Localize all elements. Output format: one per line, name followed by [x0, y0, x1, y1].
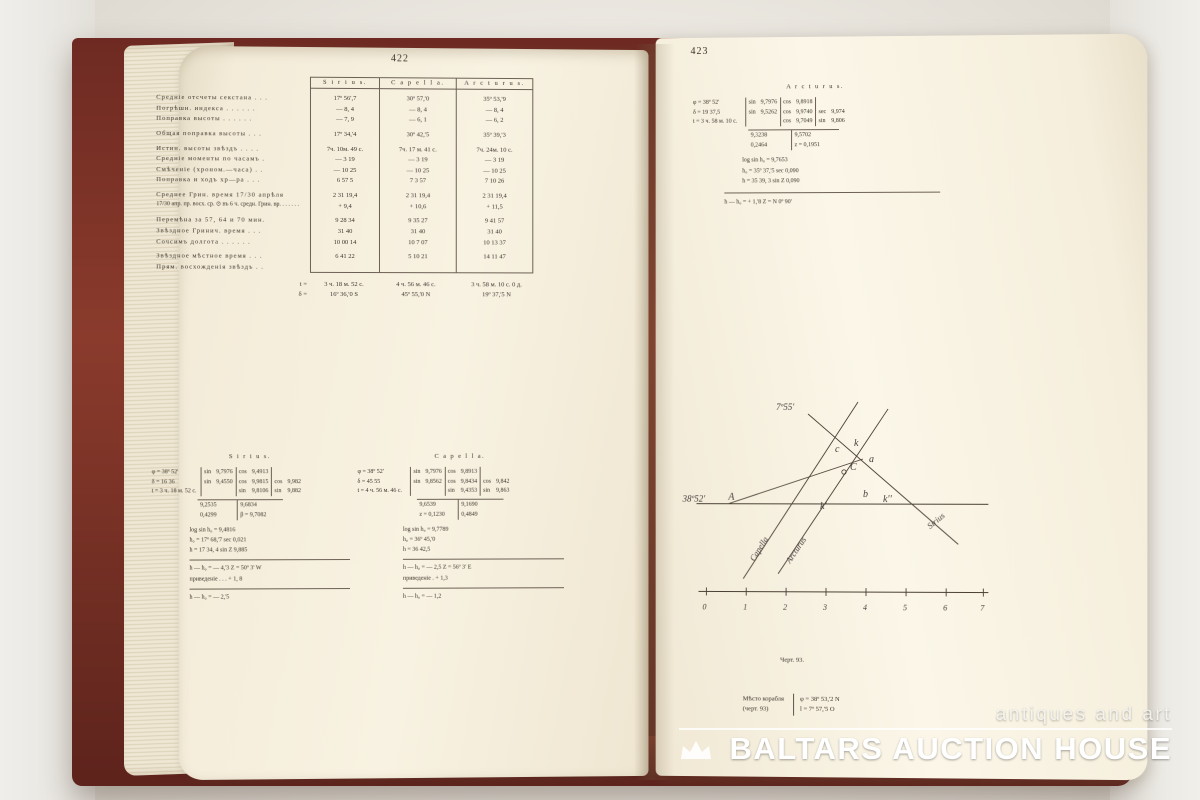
table-row: Поправка высоты . . . . . . — 7, 9 — 6, 1 — 6, 2	[153, 114, 533, 127]
figure-93	[659, 374, 1019, 665]
watermark-line-1: antiques and art	[995, 704, 1172, 726]
observation-table	[153, 75, 533, 274]
figure-latitude-label: 38º52'	[682, 493, 706, 504]
figure-angle-label: 7º55'	[776, 401, 795, 412]
svg-text:1: 1	[743, 602, 748, 612]
sirius-results: log sin h₀ = 9,4816 h₀ = 17º 68,'7 sec 0,021 h = 17 34, 4 sin Z 9,885 h — h₀ = — 4,'3 Z = 50º 3' W приведенiе . . . + 1, 8 h — h₀ = — 2,'5	[189, 525, 350, 603]
arcturus-log-table	[691, 97, 848, 127]
table-row: 0,2464 z = 0,1951	[748, 140, 839, 150]
table-row: t = 3 ч. 18 м. 52 с. 4 ч. 56 м. 46 с. 3 ч. 58 м. 10 с. 0 д.	[153, 279, 539, 290]
table-row: t = 3 ч. 18 м. 52 с. sin 9,8106 sin 9,882	[149, 487, 303, 497]
svg-text:C: C	[849, 461, 857, 474]
col-header-arcturus: A r c t u r u s.	[456, 78, 533, 90]
table-row: 17/30 апр. пр. восх. ср. ⊙ въ 6 ч. средн. Грин. вр. . . . . . . + 9,4 + 10,6 + 11,5	[153, 200, 533, 212]
table-row: Поправка и ходъ хр—ра . . . 6 57 5 7 3 57 7 10 26	[153, 175, 533, 187]
capella-mid-table	[417, 499, 504, 520]
svg-text:k'': k''	[883, 494, 892, 506]
table-row: Сочсимъ долгота . . . . . . 10 00 14 10 7 07 10 13 37	[153, 236, 533, 248]
col-header-sirius: S i r i u s.	[310, 77, 379, 89]
footer-label-t: t =	[299, 280, 307, 288]
table-row: δ = 16º 36,'0 S 45º 55,'0 N 19º 37,'5 N	[153, 289, 539, 300]
table-row: Звѣздное Гринич. время . . . 31 40 31 40 31 40	[153, 226, 533, 238]
table-row: t = 4 ч. 56 м. 46 с. sin 9,4353 sin 9,863	[355, 487, 512, 497]
capella-title: C a p e l l a.	[434, 452, 486, 460]
conclusion-label-1: Мѣсто корабля	[742, 694, 785, 703]
svg-text:2: 2	[783, 602, 788, 612]
crown-icon	[679, 739, 713, 761]
table-row: Перемѣна за 57, 64 и 70 мин. 9 28 34 9 35 27 9 41 57	[153, 215, 533, 227]
svg-text:0: 0	[702, 602, 707, 612]
right-page-number: 423	[690, 45, 709, 58]
svg-text:a: a	[869, 454, 875, 466]
table-row: Звѣздное мѣстное время . . . 6 41 22 5 10 21 14 11 47	[153, 251, 533, 263]
figure-93-drawing	[659, 374, 1019, 625]
table-row: t = 3 ч. 58 м. 10 с. cos 9,7049 sin 9,806	[693, 118, 845, 126]
table-row: δ = 19 37,5 sin 9,5262 cos 9,9740 sec 9,974	[693, 108, 845, 116]
svg-text:c: c	[835, 443, 840, 456]
table-row: 9,6539 9,1690	[417, 500, 504, 510]
table-row: 9,3238 9,5702	[748, 130, 839, 141]
table-row: z = 0,1230 0,4849	[417, 510, 504, 520]
sirius-log-table	[149, 467, 303, 496]
table-row: δ = 45 55 sin 9,8562 cos 9,8434 cos 9,842	[355, 477, 512, 487]
col-header-capella: C a p e l l a.	[379, 77, 456, 89]
table-row: 9,2535 9,6834	[198, 500, 283, 510]
arcturus-title: A r c t u r u s.	[786, 83, 844, 91]
table-row	[740, 693, 842, 704]
figure-line-label-arcturus: Arcturus	[783, 535, 809, 565]
table-row: Погрѣшн. индекса . . . . . . — 8, 4 — 8, 4 — 8, 4	[153, 103, 533, 116]
capella-log-table	[355, 467, 512, 496]
arcturus-mid-table	[748, 130, 839, 151]
table-row: δ = 16 36 sin 9,4550 cos 9,9815 cos 9,982	[149, 477, 303, 487]
conclusion-value-l: l = 7º 57,'5 O	[800, 705, 835, 714]
observation-table-footer	[153, 279, 539, 301]
svg-text:4: 4	[863, 603, 867, 613]
table-row: 0,4299 β = 9,7082	[198, 510, 283, 520]
table-row: φ = 38º 52' sin 9,7976 cos 9,4913	[149, 467, 303, 477]
footer-label-delta: δ =	[298, 291, 307, 299]
conclusion-value-phi: φ = 38º 53,'2 N	[800, 695, 840, 703]
svg-text:5: 5	[903, 603, 908, 613]
table-row: Истин. высоты звѣздъ . . . . 7ч. 10м. 49 с. 7ч. 17 м. 41 с. 7ч. 24м. 10 с.	[153, 143, 533, 156]
table-row: Смѣченiе (хроном.—часа) . . — 10 25 — 10 25 — 10 25	[153, 164, 533, 176]
table-row: φ = 38º 52' sin 9,7976 cos 9,8918	[691, 97, 848, 108]
sirius-mid-table	[198, 500, 283, 521]
left-page-content	[149, 51, 559, 744]
svg-text:A: A	[728, 491, 735, 503]
right-page-content	[631, 42, 1061, 745]
sirius-title: S i r i u s.	[228, 453, 271, 461]
table-row: φ = 38º 52' sin 9,7976 cos 9,8913	[355, 467, 512, 477]
figure-line-label-sirius: Sirius	[924, 510, 947, 531]
capella-computation-block	[355, 452, 564, 602]
svg-text:k: k	[853, 437, 859, 450]
table-row: Общая поправка высоты . . . 17º 34,'4 30º 42,'5 35º 39,'3	[153, 128, 533, 141]
figure-line-label-capella: Capella	[747, 534, 771, 563]
conclusion-label-2: (черт. 93)	[742, 705, 769, 713]
watermark-rule	[679, 728, 1172, 730]
figure-caption: Черт. 93.	[780, 656, 805, 664]
table-row: Среднiе моменты по часамъ . — 3 19 — 3 19 — 3 19	[153, 154, 533, 166]
svg-text:k': k'	[820, 500, 827, 512]
left-page-number: 422	[390, 53, 409, 65]
watermark-brand-text: BALTARS AUCTION HOUSE	[729, 731, 1172, 767]
table-row: Среднее Грин. время 17/30 апрѣля 2 31 19,4 2 31 19,4 2 31 19,4	[153, 190, 533, 202]
table-row: Прям. восхожденiя звѣздъ . .	[153, 262, 533, 274]
svg-text:6: 6	[943, 603, 948, 613]
arcturus-computation-block	[691, 81, 941, 208]
svg-text:7: 7	[980, 603, 985, 613]
table-row: Среднiе отсчеты секстана . . . 17º 56',7 30º 57,'0 35º 53,'9	[153, 92, 533, 105]
watermark-line-2	[679, 733, 1172, 766]
watermark	[679, 704, 1172, 766]
capella-results: log sin h₀ = 9,7789 h₀ = 36º 45,'0 h = 36 42,5 h — h₀ = — 2,5 Z = 56º 3' E приведенiе . + 1,3 h — h₀ = — 1,2	[403, 524, 564, 601]
svg-text:b: b	[863, 489, 868, 501]
svg-text:3: 3	[823, 602, 828, 612]
arcturus-results: log sin h₀ = 9,7653 h₀ = 35º 37,'5 sec 0,090 h = 35 39, 3 sin Z 0,090 h — h₀ = + 1,'8 Z = N 0º 90'	[742, 154, 940, 208]
sirius-computation-block	[149, 452, 350, 603]
